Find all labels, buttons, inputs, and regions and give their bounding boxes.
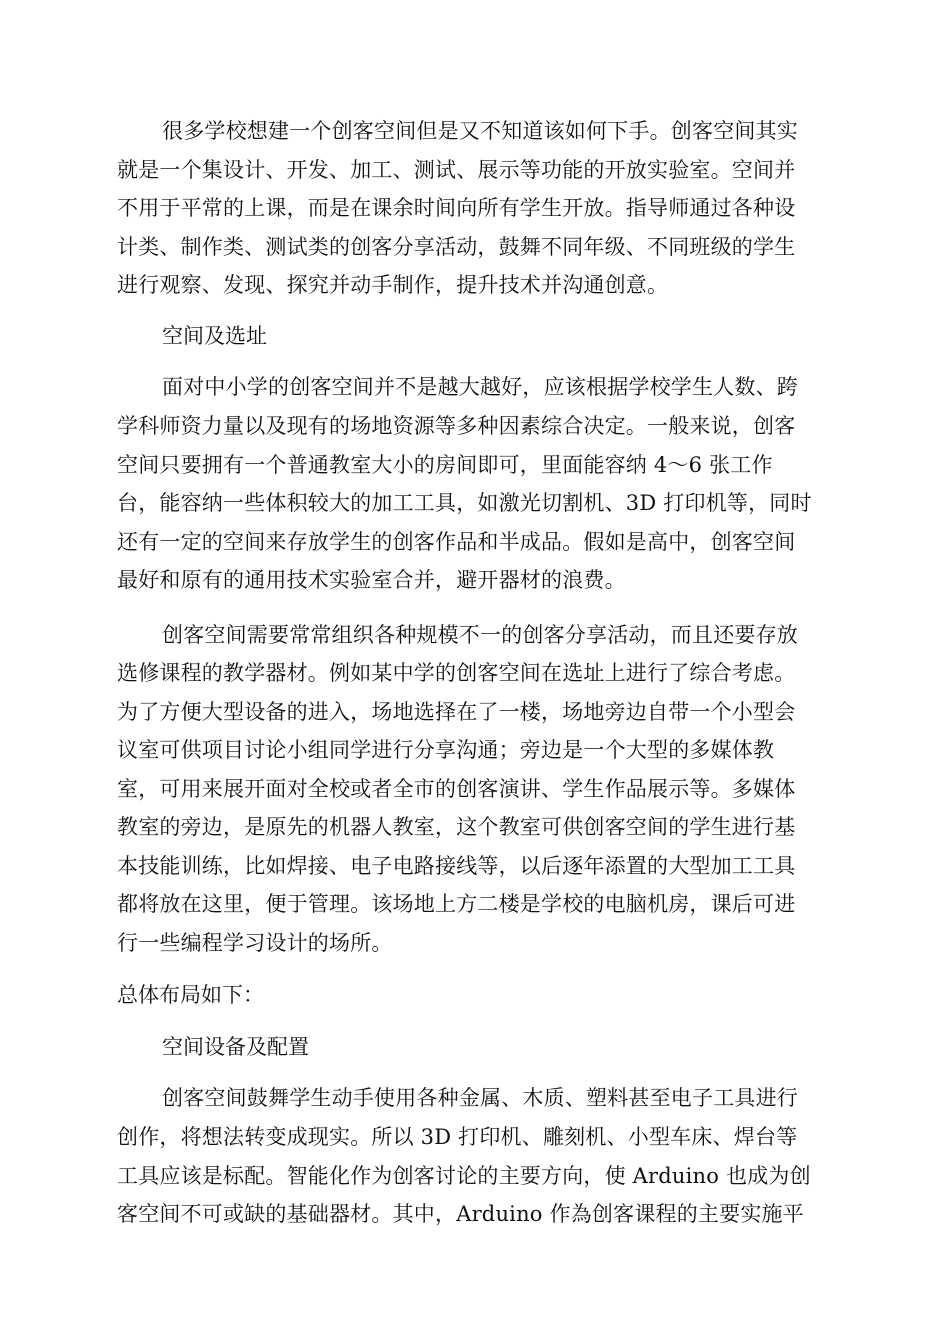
paragraph-3-line-2: 选修课程的教学器材。例如某中学的创客空间在选址上进行了综合考虑。 [117,661,796,685]
section-heading-site: 空间及选址 [162,324,267,348]
paragraph-2-line-4: 台，能容纳一些体积较大的加工工具，如激光切割机、3D 打印机等，同时 [117,491,812,515]
paragraph-3-line-7: 本技能训练，比如焊接、电子电路接线等，以后逐年添置的大型加工工具 [117,854,796,878]
paragraph-3-line-1: 创客空间需要常常组织各种规模不一的创客分享活动，而且还要存放 [162,623,798,647]
paragraph-2-line-2: 学科师资力量以及现有的场地资源等多种因素综合决定。一般来说，创客 [117,414,796,438]
paragraph-4-line-1: 创客空间鼓舞学生动手使用各种金属、木质、塑料甚至电子工具进行 [162,1086,798,1110]
paragraph-1-line-1: 很多学校想建一个创客空间但是又不知道该如何下手。创客空间其实 [162,119,798,143]
section-heading-equipment: 空间设备及配置 [162,1035,309,1059]
paragraph-2-line-6: 最好和原有的通用技术实验室合并，避开器材的浪费。 [117,568,626,592]
paragraph-2-line-1: 面对中小学的创客空间并不是越大越好，应该根据学校学生人数、跨 [162,375,798,399]
paragraph-2-line-5: 还有一定的空间来存放学生的创客作品和半成品。假如是高中，创客空间 [117,530,796,554]
paragraph-3-line-4: 议室可供项目讨论小组同学进行分享沟通；旁边是一个大型的多媒体教 [117,738,775,762]
paragraph-4-line-4: 客空间不可或缺的基础器材。其中，Arduino 作為创客课程的主要实施平 [117,1202,804,1226]
paragraph-4-line-3: 工具应该是标配。智能化作为创客讨论的主要方向，使 Arduino 也成为创 [117,1164,811,1188]
paragraph-3-line-8: 都将放在这里，便于管理。该场地上方二楼是学校的电脑机房，课后可进 [117,892,796,916]
paragraph-1-line-5: 进行观察、发现、探究并动手制作，提升技术并沟通创意。 [117,273,669,297]
layout-label: 总体布局如下： [117,983,264,1007]
paragraph-3-line-9: 行一些编程学习设计的场所。 [117,931,393,955]
paragraph-2-line-3: 空间只要拥有一个普通教室大小的房间即可，里面能容纳 4～6 张工作 [117,453,773,477]
paragraph-3-line-6: 教室的旁边，是原先的机器人教室，这个教室可供创客空间的学生进行基 [117,815,796,839]
paragraph-4-line-2: 创作，将想法转变成现实。所以 3D 打印机、雕刻机、小型车床、焊台等 [117,1125,798,1149]
paragraph-3-line-3: 为了方便大型设备的进入，场地选择在了一楼，场地旁边自带一个小型会 [117,700,796,724]
paragraph-1-line-2: 就是一个集设计、开发、加工、测试、展示等功能的开放实验室。空间并 [117,158,796,182]
paragraph-1-line-3: 不用于平常的上课，而是在课余时间向所有学生开放。指导师通过各种设 [117,196,796,220]
paragraph-1-line-4: 计类、制作类、测试类的创客分享活动，鼓舞不同年级、不同班级的学生 [117,235,796,259]
paragraph-3-line-5: 室，可用来展开面对全校或者全市的创客演讲、学生作品展示等。多媒体 [117,777,796,801]
